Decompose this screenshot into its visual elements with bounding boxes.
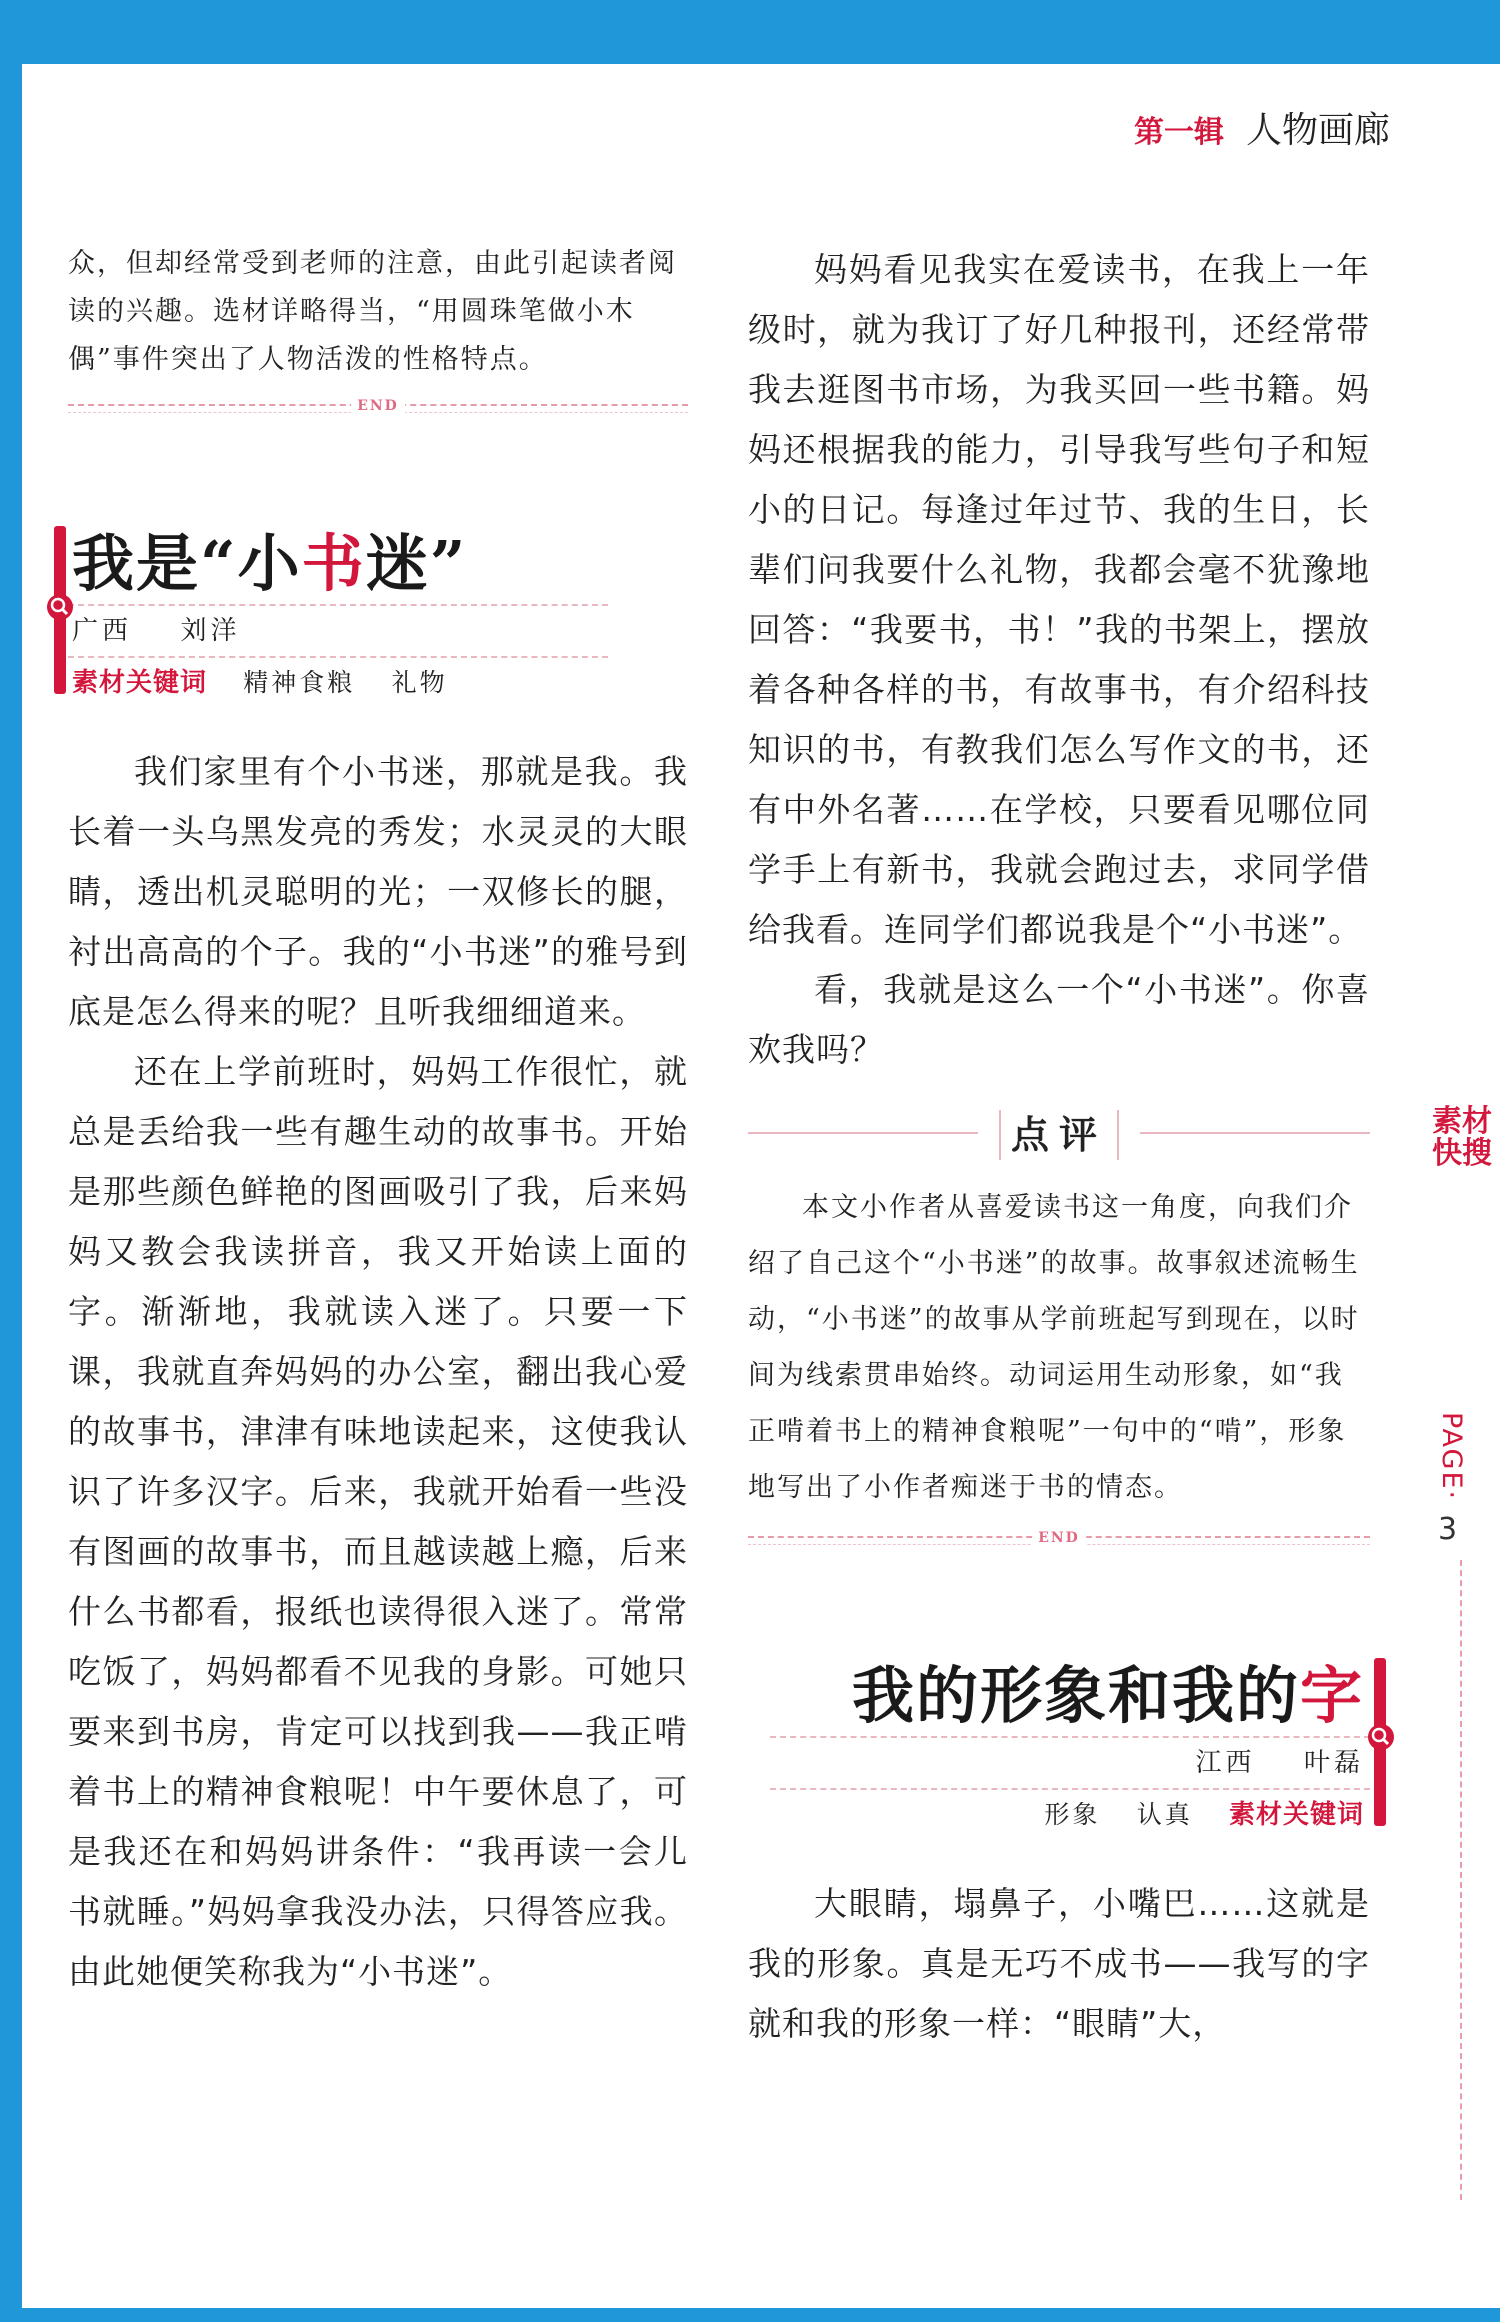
material-search-badge: 素材 快搜: [1432, 1104, 1492, 1171]
article-body: [68, 742, 688, 2002]
article-title: 我是“小书迷”: [72, 527, 468, 600]
keywords-line: [748, 1790, 1370, 1840]
paragraph: 还在上学前班时，妈妈工作很忙，就总是丢给我一些有趣生动的故事书。开始是那些颜色鲜艳的图画吸引了我，后来妈妈又教会我读拼音，我又开始读上面的字。渐渐地，我就读入迷了。只要一下课，我就直奔妈妈的办公室，翻出我心爱的故事书，津津有味地读起来，这使我认识了许多汉字。后来，我就开始看一些没有图画的故事书，而且越读越上瘾，后来什么书都看，报纸也读得很入迷了。常常吃饭了，妈妈都看不见我的身影。可她只要来到书房，肯定可以找到我——我正啃着书上的精神食粮呢！中午要休息了，可是我还在和妈妈讲条件：“我再读一会儿书就睡。”妈妈拿我没办法，只得答应我。由此她便笑称我为“小书迷”。: [68, 1052, 688, 1991]
keyword: 精神食粮: [243, 668, 356, 697]
article-header: [748, 1656, 1370, 1830]
article-body-continued: [748, 240, 1370, 1080]
author-name: 叶磊: [1303, 1748, 1364, 1778]
search-icon: [1368, 1724, 1394, 1750]
author-line: [748, 1738, 1370, 1788]
running-header: [1134, 102, 1390, 153]
comment-heading: [748, 1110, 1370, 1160]
author-line: [68, 606, 688, 656]
title-highlight: 书: [301, 527, 366, 600]
page-label: PAGE·: [1436, 1412, 1467, 1502]
search-icon: [47, 594, 73, 620]
paragraph: 妈妈看见我实在爱读书，在我上一年级时，就为我订了好几种报刊，还经常带我去逛图书市场，为我买回一些书籍。妈妈还根据我的能力，引导我写些句子和短小的日记。每逢过年过节、我的生日，长辈们问我要什么礼物，我都会毫不犹豫地回答：“我要书，书！”我的书架上，摆放着各种各样的书，有故事书，有介绍科技知识的书，有教我们怎么写作文的书，还有中外名著……在学校，只要看见哪位同学手上有新书，我就会跑过去，求同学借给我看。连同学们都说我是个“小书迷”。: [748, 250, 1370, 949]
article-header: [68, 524, 688, 698]
volume-label: 第一辑: [1133, 115, 1224, 150]
page-margin-dots: [1460, 1560, 1462, 2200]
previous-comment-tail: 众，但却经常受到老师的注意，由此引起读者阅读的兴趣。选材详略得当，“用圆珠笔做小木偶”事件突出了人物活泼的性格特点。: [68, 248, 677, 375]
author-location: 广西: [72, 616, 133, 646]
end-divider: [748, 1530, 1370, 1552]
comment-text: 本文小作者从喜爱读书这一角度，向我们介绍了自己这个“小书迷”的故事。故事叙述流畅生动，“小书迷”的故事从学前班起写到现在，以时间为线索贯串始终。动词运用生动形象，如“我正啃着书上的精神食粮呢”一句中的“啃”，形象地写出了小作者痴迷于书的情态。: [748, 1192, 1360, 1503]
top-border: [0, 0, 1500, 62]
keyword: 认真: [1136, 1800, 1193, 1829]
end-divider: [68, 398, 688, 420]
bottom-border: [0, 2308, 1500, 2322]
end-tag: END: [351, 398, 405, 414]
left-column: [68, 240, 688, 2002]
keywords-label: 素材关键词: [1228, 1800, 1364, 1830]
right-column: [748, 240, 1370, 2054]
paragraph: 大眼睛，塌鼻子，小嘴巴……这就是我的形象。真是无巧不成书——我写的字就和我的形象一样：“眼睛”大，: [748, 1884, 1370, 2043]
end-tag: END: [1032, 1530, 1086, 1546]
author-location: 江西: [1195, 1748, 1256, 1778]
section-label: 人物画廊: [1245, 110, 1390, 151]
comment-title: 点评: [999, 1110, 1119, 1160]
keywords-label: 素材关键词: [72, 668, 208, 698]
author-name: 刘洋: [180, 616, 241, 646]
article-title: 我的形象和我的字: [851, 1659, 1364, 1732]
title-highlight: 字: [1299, 1659, 1364, 1732]
paragraph: 看，我就是这么一个“小书迷”。你喜欢我吗？: [748, 970, 1370, 1069]
keyword: 形象: [1044, 1800, 1101, 1829]
keywords-line: [68, 658, 688, 708]
keyword: 礼物: [391, 668, 448, 697]
article-body: [748, 1874, 1370, 2054]
page-number: 3: [1438, 1512, 1458, 1547]
paragraph: 我们家里有个小书迷，那就是我。我长着一头乌黑发亮的秀发；水灵灵的大眼睛，透出机灵聪明的光；一双修长的腿，衬出高高的个子。我的“小书迷”的雅号到底是怎么得来的呢？且听我细细道来。: [68, 752, 688, 1031]
